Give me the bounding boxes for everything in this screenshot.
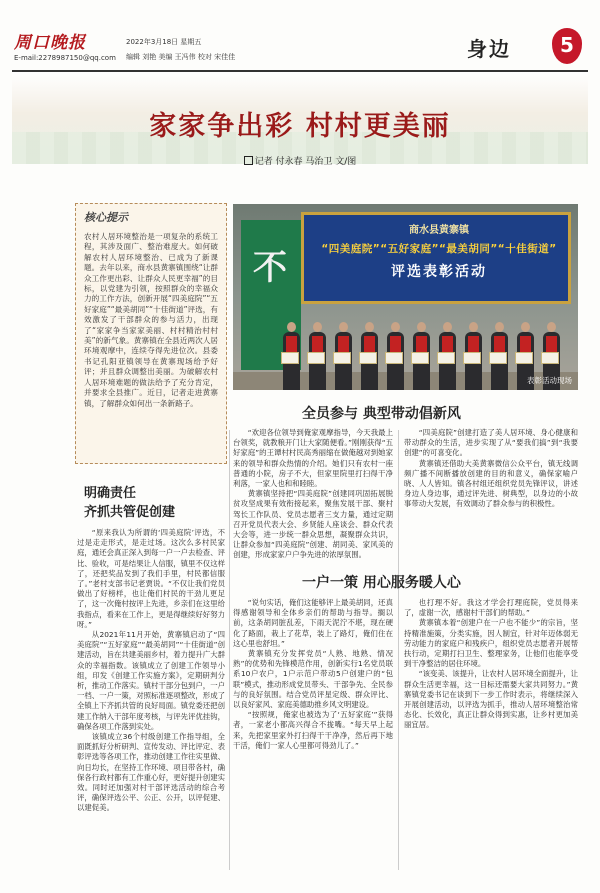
paragraph: 也打理不好。我这才学会打理庭院，党员得来了，虚谢一次，感谢村干部们的帮助。” — [404, 598, 578, 618]
side-billboard-text: 不 — [253, 248, 287, 288]
paragraph: “欢迎各位领导到俺家观摩指导，今天我最上台领奖，就教粮开门让大家随便看。”刚刚获得“五好家庭”的王谭村村民高秀丽缩在做俺越对到她家来的领导和群众热情的介绍。她们只有农村一座普通的小院，房子不大，但家里院里打扫得干净利落，一家人也和和睦睦。 — [233, 428, 393, 489]
column-divider — [398, 430, 399, 870]
byline-text: 记者 付永春 马治卫 文/图 — [254, 157, 357, 167]
masthead-logo: 周口晚报 — [14, 33, 86, 53]
billboard-line-2: “四美庭院”“五好家庭”“最美胡同”“十佳街道” — [321, 243, 557, 255]
heading-line-1: 明确责任 — [84, 486, 137, 501]
article-column-2 — [404, 428, 578, 546]
award-certificate — [281, 352, 299, 364]
event-photo — [233, 204, 578, 390]
paragraph: “说句实话，俺们这能够评上最美胡同，还真得感谢领导和全体乡亲们的帮助与指导。搁以前，这条胡同脏乱差，下雨天泥泞不堪，现在硬化了路面，栽上了花草，装上了路灯，俺们住在这心里也舒坦。” — [233, 598, 393, 648]
contact-email: E-mail:2278987150@qq.com — [14, 54, 116, 62]
section-title: 身边 — [467, 37, 511, 61]
paragraph: 从2021年11月开始，黄寨镇启动了“四美庭院”“五好家庭”“最美胡同”“十佳街道”创建活动，旨在共建美丽乡村，着力提升广大群众的幸福指数。该镇成立了创建工作领导小组，印发《创建工作实施方案》，定期研判分析，推动工作落实。镇村干部分包到户，一户一档、一户一策，对照标准逐项整改，形成了全镇上下齐抓共管的良好局面。镇党委还把创建工作纳入干部年度考核，与评先评优挂钩，确保各项工作落到实处。 — [77, 630, 225, 731]
section-heading-participation: 全员参与 典型带动倡新风 — [302, 406, 461, 422]
article-headline: 家家争出彩 村村更美丽 — [149, 111, 451, 142]
award-certificate — [333, 352, 351, 364]
award-certificate — [463, 352, 481, 364]
section-heading-responsibility — [84, 484, 175, 522]
award-certificate — [359, 352, 377, 364]
core-tip-text: 农村人居环境整治是一项复杂的系统工程，其涉及面广、整治难度大。如何破解农村人居环境整治、已成为了新课题。去年以来，商水县黄寨镇围绕“让群众工作更出彩、让群众人民更幸福”的目标，以党建为引领，按照群众的幸福众力的工作方法，创新开展“四美庭院”“五好家庭”“最美胡同”“十佳街道”评选，有效激发了干部群众的参与活力，出现了“家家争当家家美丽、村村精治村村美”的新气象。黄寨镇在全县近两次人居环境观摩中，连续夺得先进位次。县委书记孔阳亚镇领导在黄寨现场给予好评；并且群众调整出美丽。为破解农村人居环境难题的做法给予了充分肯定，并要求全县推广。近日，记者走进黄寨镇，了解群众如何出一条新路子。 — [84, 232, 218, 408]
paragraph: 该镇成立36个村级创建工作指导组，全面既抓好分析研判、宣传发动、评比评定、表彰评选等各项工作，推动创建工作往实里做、向日均长，在坚持工作环境、项目带各村，确保各行政村都有工作重心好，更好提升创建实效。同时还加强对村干部评选活动的综合考评，确保评选公平、公正、公开，以评促建、以建促美。 — [77, 732, 225, 813]
paragraph: 黄寨镇坚持把“四美庭院”创建同巩固拓展脱贫攻坚成果有效衔接起来，聚焦发展干部、聚村驾长工作队员、党员志愿者三支力量，通过定期召开党员代表大会、乡贤能人座谈会、群众代表大会等，进一步统一群众思想，凝聚群众共识，让群众参加“四美庭院”创建、胡同美、家风美的创建，形成家家户户争先进的浓厚氛围。 — [233, 489, 393, 560]
billboard-line-1: 商水县黄寨镇 — [409, 225, 469, 236]
award-certificate — [541, 352, 559, 364]
page-number-badge: 5 — [552, 28, 582, 64]
paragraph: 黄寨镇充分发挥党员“人熟、地熟、情况熟”的优势和先锋模范作用，创新实行1名党员联系10户农户，1户示范户带动5户创建户的“包联”模式，推动形成党员带头、干部争先、全民参与的良好氛围。结合党员评星定级、群众评比、以良好家风、家庭美德助推乡风文明建设。 — [233, 649, 393, 710]
award-certificate — [411, 352, 429, 364]
heading-line-2: 齐抓共管促创建 — [84, 505, 176, 520]
award-certificate — [489, 352, 507, 364]
award-certificate — [515, 352, 533, 364]
paragraph: “原来我认为所谓的‘四美庭院’评选，不过是走走形式，是走过场。这次么多村民家庭，通还会真正深入到每一户一户去检查、评比、验收，可是结果让人信服，镇里不仅这样了，还把奖品发到了我们手里，村民都信服了。”老村支部书记老贾说。“不仅让我们党员做出了好榜样，也让俺们村民的干劲儿更足了，这一次俺村按评上先进，乡亲们在这里给我指点，看来在工作上，更是得继续好好努力呀。” — [77, 528, 225, 629]
billboard-line-3: 评选表彰活动 — [391, 264, 487, 280]
article-column-3 — [233, 598, 393, 866]
byline-box-icon — [244, 156, 253, 165]
editor-credits: 编辑 刘艳 美编 王冯伟 校对 宋佳佳 — [126, 53, 236, 61]
article-column-4 — [404, 598, 578, 866]
paragraph: “按照规，俺家也被选为了‘五好家庭’”获得者，一家老小都高兴得合不拢嘴。“每天早上起来，先把家里家外打扫得干干净净，然后再下地干活，俺们一家人心里都可得劲儿了。” — [233, 710, 393, 750]
award-certificate — [437, 352, 455, 364]
paragraph: “该变美、该提升，让农村人居环境全面提升，让群众生活更幸福，这一目标还需要大家共同努力。”黄寨镇党委书记在谈到下一步工作时表示，将继续深入开展创建活动，以评选为抓手，推动人居环境整治常态化、长效化，真正让群众得到实惠，让乡村更加美丽宜居。 — [404, 669, 578, 730]
section-heading-service: 一户一策 用心服务暖人心 — [302, 575, 461, 591]
core-tip-title: 核心提示 — [84, 211, 128, 224]
paragraph: 黄寨镇本着“创建户在一户也不能少”的宗旨，坚持精准施策，分类实施，因人制宜，针对年迈体弱无劳动能力的家庭户和残疾户，组织党员志愿者开展帮扶行动，定期打扫卫生、整理家务，让他们也能享受到干净整洁的居住环境。 — [404, 618, 578, 669]
article-byline — [0, 154, 600, 167]
photo-main-billboard — [301, 212, 571, 304]
award-certificate — [307, 352, 325, 364]
column-divider — [229, 430, 230, 870]
paragraph: 黄寨镇还借助大美黄寨微信公众平台，镇无线调频广播不间断播放创建的目的和意义，确保家喻户晓、人人皆知。镇各村组还组织党员先锋评议，讲述身边人身边事，通过评先进、树典型，以身边的小故事带动大发展，有效调动了群众参与的积极性。 — [404, 458, 578, 509]
article-column-1 — [233, 428, 393, 560]
issue-date: 2022年3月18日 星期五 — [126, 38, 202, 46]
paragraph: “四美庭院”创建打造了美人居环境、身心健康和带动群众的生活，进步实现了从“要我们搞”到“我要创建”的可喜变化。 — [404, 428, 578, 458]
award-certificate — [385, 352, 403, 364]
photo-caption: 表彰活动现场 — [527, 376, 572, 385]
article-column-left — [77, 528, 225, 866]
